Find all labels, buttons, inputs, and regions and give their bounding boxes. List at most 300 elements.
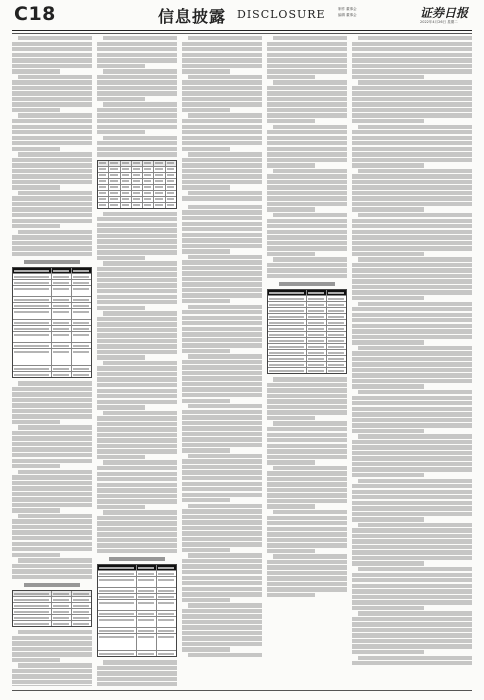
text-line (352, 42, 472, 46)
text-line (12, 420, 60, 424)
text-line (267, 388, 347, 392)
text-line (97, 394, 177, 398)
text-line (12, 564, 92, 568)
text-line (97, 455, 145, 459)
text-line (103, 411, 177, 415)
text-line (103, 510, 177, 514)
text-line (182, 531, 262, 535)
table-cell (98, 197, 109, 202)
table-cell (52, 615, 72, 620)
text-line (267, 410, 347, 414)
text-line (267, 147, 347, 151)
text-line (12, 80, 92, 84)
issue-date: 2022年4月26日 星期二 (420, 20, 458, 24)
table-cell (154, 191, 165, 196)
data-table (12, 590, 92, 627)
text-line (97, 444, 177, 448)
text-line (103, 361, 177, 365)
table-cell (157, 651, 176, 656)
text-line (12, 680, 92, 684)
table-cell (327, 338, 346, 343)
text-line (352, 462, 472, 466)
text-line (182, 426, 262, 430)
text-line (352, 589, 472, 593)
text-line (182, 260, 262, 264)
text-line (188, 404, 262, 408)
text-line (97, 300, 177, 304)
text-line (182, 180, 262, 184)
newspaper-logo: 证券日报 (420, 6, 469, 20)
text-line (358, 125, 472, 129)
text-line (267, 263, 347, 267)
text-line (352, 407, 472, 411)
text-line (352, 152, 472, 156)
table-cell (72, 268, 91, 273)
text-line (352, 573, 472, 577)
text-line (12, 53, 92, 57)
text-line (267, 471, 347, 475)
article-column-2 (97, 36, 177, 686)
text-line (358, 479, 472, 483)
table-cell (13, 591, 52, 596)
text-line (97, 317, 177, 321)
table-cell (72, 332, 91, 342)
text-line (352, 75, 424, 79)
text-line (352, 230, 472, 234)
text-line (182, 53, 262, 57)
text-line (267, 202, 347, 206)
text-line (12, 497, 92, 501)
text-line (182, 393, 262, 397)
text-line (12, 185, 60, 189)
text-line (12, 442, 92, 446)
text-line (182, 196, 262, 200)
text-line (182, 598, 230, 602)
table-cell (72, 297, 91, 302)
text-line (267, 582, 347, 586)
table-cell (52, 366, 72, 371)
text-line (12, 652, 92, 656)
text-line (97, 483, 177, 487)
text-line (12, 119, 92, 123)
text-line (182, 520, 262, 524)
text-line (182, 636, 262, 640)
text-line (267, 152, 347, 156)
table-cell (268, 320, 307, 325)
text-line (18, 663, 92, 667)
table-cell (98, 588, 137, 593)
text-line (352, 550, 472, 554)
text-line (352, 69, 472, 73)
text-line (267, 235, 347, 239)
text-line (358, 523, 472, 527)
text-line (182, 365, 262, 369)
table-cell (166, 197, 176, 202)
text-line (12, 508, 60, 512)
article-column-5 (352, 36, 472, 686)
text-line (97, 108, 177, 112)
text-line (12, 674, 92, 678)
text-line (267, 246, 347, 250)
text-line (352, 147, 472, 151)
text-line (352, 235, 472, 239)
text-line (182, 158, 262, 162)
text-line (182, 185, 230, 189)
table-cell (268, 356, 307, 361)
table-cell (137, 651, 157, 656)
text-line (352, 379, 472, 383)
text-line (273, 257, 347, 261)
text-line (182, 338, 262, 342)
text-line (12, 97, 92, 101)
table-row (13, 372, 91, 377)
text-line (12, 486, 92, 490)
text-line (182, 299, 230, 303)
header-rule-thin (12, 33, 472, 34)
table-cell (268, 290, 307, 295)
table-cell (98, 203, 109, 208)
text-line (18, 152, 92, 156)
text-line (97, 125, 177, 129)
text-line (352, 274, 472, 278)
table-cell (72, 343, 91, 348)
text-line (352, 429, 424, 433)
text-line (358, 302, 472, 306)
table-cell (166, 179, 176, 184)
text-line (18, 630, 92, 634)
table-row (13, 349, 91, 366)
text-line (182, 293, 262, 297)
text-line (12, 658, 60, 662)
table-cell (143, 191, 154, 196)
text-line (182, 415, 262, 419)
table-cell (52, 280, 72, 285)
text-line (97, 488, 177, 492)
text-line (352, 202, 472, 206)
text-line (182, 548, 230, 552)
text-line (97, 141, 177, 145)
table-cell (72, 274, 91, 279)
table-cell (157, 628, 176, 633)
text-line (358, 257, 472, 261)
article-column-1 (12, 36, 92, 686)
text-line (182, 487, 262, 491)
table-cell (307, 290, 327, 295)
text-line (12, 669, 92, 673)
text-line (12, 392, 92, 396)
text-line (267, 91, 347, 95)
table-cell (52, 326, 72, 331)
text-line (182, 216, 262, 220)
text-line (97, 283, 177, 287)
table-cell (166, 173, 176, 178)
table-row (98, 203, 176, 208)
table-caption (24, 583, 80, 587)
table-cell (98, 191, 109, 196)
text-line (267, 158, 347, 162)
text-line (188, 603, 262, 607)
text-line (352, 285, 472, 289)
text-line (273, 421, 347, 425)
table-cell (72, 326, 91, 331)
text-line (182, 125, 262, 129)
text-line (267, 383, 347, 387)
text-line (182, 266, 262, 270)
table-cell (72, 320, 91, 325)
table-row (13, 309, 91, 320)
table-cell (52, 309, 72, 319)
table-cell (98, 600, 137, 610)
table-cell (166, 161, 176, 166)
text-line (182, 559, 262, 563)
text-line (352, 661, 472, 665)
text-line (97, 239, 177, 243)
text-line (352, 313, 472, 317)
text-line (12, 685, 92, 686)
text-line (267, 174, 347, 178)
table-cell (327, 350, 346, 355)
text-line (12, 403, 92, 407)
text-line (273, 377, 347, 381)
table-cell (157, 634, 176, 650)
text-line (12, 163, 92, 167)
text-line (267, 576, 347, 580)
table-row (98, 617, 176, 628)
text-line (12, 387, 92, 391)
text-line (12, 503, 92, 507)
text-line (182, 437, 262, 441)
table-cell (13, 597, 52, 602)
text-line (97, 306, 145, 310)
text-line (352, 362, 472, 366)
table-cell (143, 197, 154, 202)
text-line (182, 570, 262, 574)
text-line (188, 553, 262, 557)
table-cell (13, 349, 52, 365)
text-line (352, 196, 472, 200)
text-line (352, 207, 424, 211)
table-cell (327, 302, 346, 307)
table-cell (72, 591, 91, 596)
header-rule (12, 30, 472, 31)
text-line (12, 553, 60, 557)
text-line (12, 530, 92, 534)
table-cell (268, 332, 307, 337)
table-cell (98, 179, 109, 184)
text-line (97, 47, 177, 51)
text-line (182, 141, 262, 145)
table-cell (121, 203, 132, 208)
table-cell (72, 309, 91, 319)
text-line (188, 191, 262, 195)
text-line (352, 53, 472, 57)
text-line (267, 488, 347, 492)
text-line (182, 448, 230, 452)
table-cell (307, 362, 327, 367)
text-line (103, 102, 177, 106)
text-line (182, 432, 262, 436)
table-cell (268, 368, 307, 373)
editor-line: 编辑 董事会 (338, 13, 357, 17)
text-line (352, 384, 424, 388)
text-line (267, 130, 347, 134)
text-line (188, 653, 262, 657)
table-row (98, 577, 176, 588)
table-cell (307, 326, 327, 331)
text-line (103, 660, 177, 664)
text-line (103, 460, 177, 464)
text-line (97, 234, 177, 238)
table-cell (52, 320, 72, 325)
table-cell (268, 362, 307, 367)
text-line (97, 228, 177, 232)
text-line (267, 416, 315, 420)
text-line (12, 459, 92, 463)
table-cell (13, 609, 52, 614)
text-line (352, 578, 472, 582)
text-line (182, 459, 262, 463)
table-cell (98, 611, 137, 616)
text-line (97, 295, 177, 299)
table-cell (132, 197, 143, 202)
text-line (97, 477, 177, 481)
text-line (97, 400, 177, 404)
text-line (18, 191, 92, 195)
table-cell (98, 565, 137, 570)
text-line (352, 113, 472, 117)
text-line (352, 174, 472, 178)
text-line (97, 505, 145, 509)
text-line (182, 421, 262, 425)
data-table (97, 160, 177, 209)
table-cell (307, 314, 327, 319)
text-line (352, 456, 472, 460)
text-line (188, 75, 262, 79)
text-line (97, 328, 177, 332)
text-line (273, 36, 347, 40)
text-line (352, 490, 472, 494)
table-cell (13, 286, 52, 296)
text-line (182, 136, 262, 140)
text-line (273, 169, 347, 173)
table-cell (327, 362, 346, 367)
table-cell (98, 634, 137, 650)
text-line (182, 277, 262, 281)
text-line (352, 224, 472, 228)
data-table (97, 564, 177, 657)
text-line (267, 571, 347, 575)
text-line (267, 268, 347, 272)
text-line (182, 91, 262, 95)
table-cell (268, 350, 307, 355)
table-cell (109, 161, 120, 166)
text-line (12, 536, 92, 540)
text-line (352, 639, 472, 643)
text-line (267, 108, 347, 112)
text-line (97, 438, 177, 442)
text-line (352, 644, 472, 648)
table-cell (137, 617, 157, 627)
text-line (182, 614, 262, 618)
text-line (18, 470, 92, 474)
text-line (12, 447, 92, 451)
text-line (188, 305, 262, 309)
table-cell (327, 320, 346, 325)
table-cell (137, 600, 157, 610)
data-table (12, 267, 92, 378)
text-line (182, 321, 262, 325)
text-line (267, 543, 347, 547)
table-cell (143, 179, 154, 184)
text-line (12, 647, 92, 651)
page-header (0, 0, 484, 30)
table-cell (157, 571, 176, 576)
table-cell (52, 609, 72, 614)
text-line (358, 346, 472, 350)
text-line (267, 119, 315, 123)
text-line (358, 36, 472, 40)
table-row (13, 332, 91, 343)
table-cell (307, 332, 327, 337)
table-cell (327, 326, 346, 331)
text-line (267, 460, 315, 464)
table-cell (268, 296, 307, 301)
table-cell (132, 203, 143, 208)
text-line (352, 506, 472, 510)
text-line (267, 477, 347, 481)
table-cell (109, 203, 120, 208)
text-line (188, 152, 262, 156)
table-cell (132, 179, 143, 184)
table-cell (13, 326, 52, 331)
text-line (12, 414, 92, 418)
text-line (352, 252, 424, 256)
text-line (182, 271, 262, 275)
text-line (97, 91, 177, 95)
text-line (12, 169, 92, 173)
text-line (12, 102, 92, 106)
table-cell (268, 302, 307, 307)
table-cell (98, 628, 137, 633)
text-line (352, 246, 472, 250)
table-cell (137, 634, 157, 650)
table-caption (109, 557, 165, 561)
table-cell (72, 609, 91, 614)
text-line (97, 383, 177, 387)
table-cell (327, 290, 346, 295)
text-line (97, 389, 177, 393)
table-cell (52, 297, 72, 302)
text-line (18, 558, 92, 562)
text-line (97, 682, 177, 686)
text-line (182, 609, 262, 613)
text-line (352, 279, 472, 283)
table-cell (109, 173, 120, 178)
text-line (352, 495, 472, 499)
text-line (352, 473, 424, 477)
text-line (352, 445, 472, 449)
text-line (352, 185, 472, 189)
text-line (358, 169, 472, 173)
text-line (267, 191, 347, 195)
table-cell (109, 185, 120, 190)
table-cell (72, 349, 91, 365)
table-row (13, 286, 91, 297)
table-cell (72, 597, 91, 602)
text-line (182, 537, 262, 541)
text-line (12, 147, 60, 151)
table-cell (154, 167, 165, 172)
